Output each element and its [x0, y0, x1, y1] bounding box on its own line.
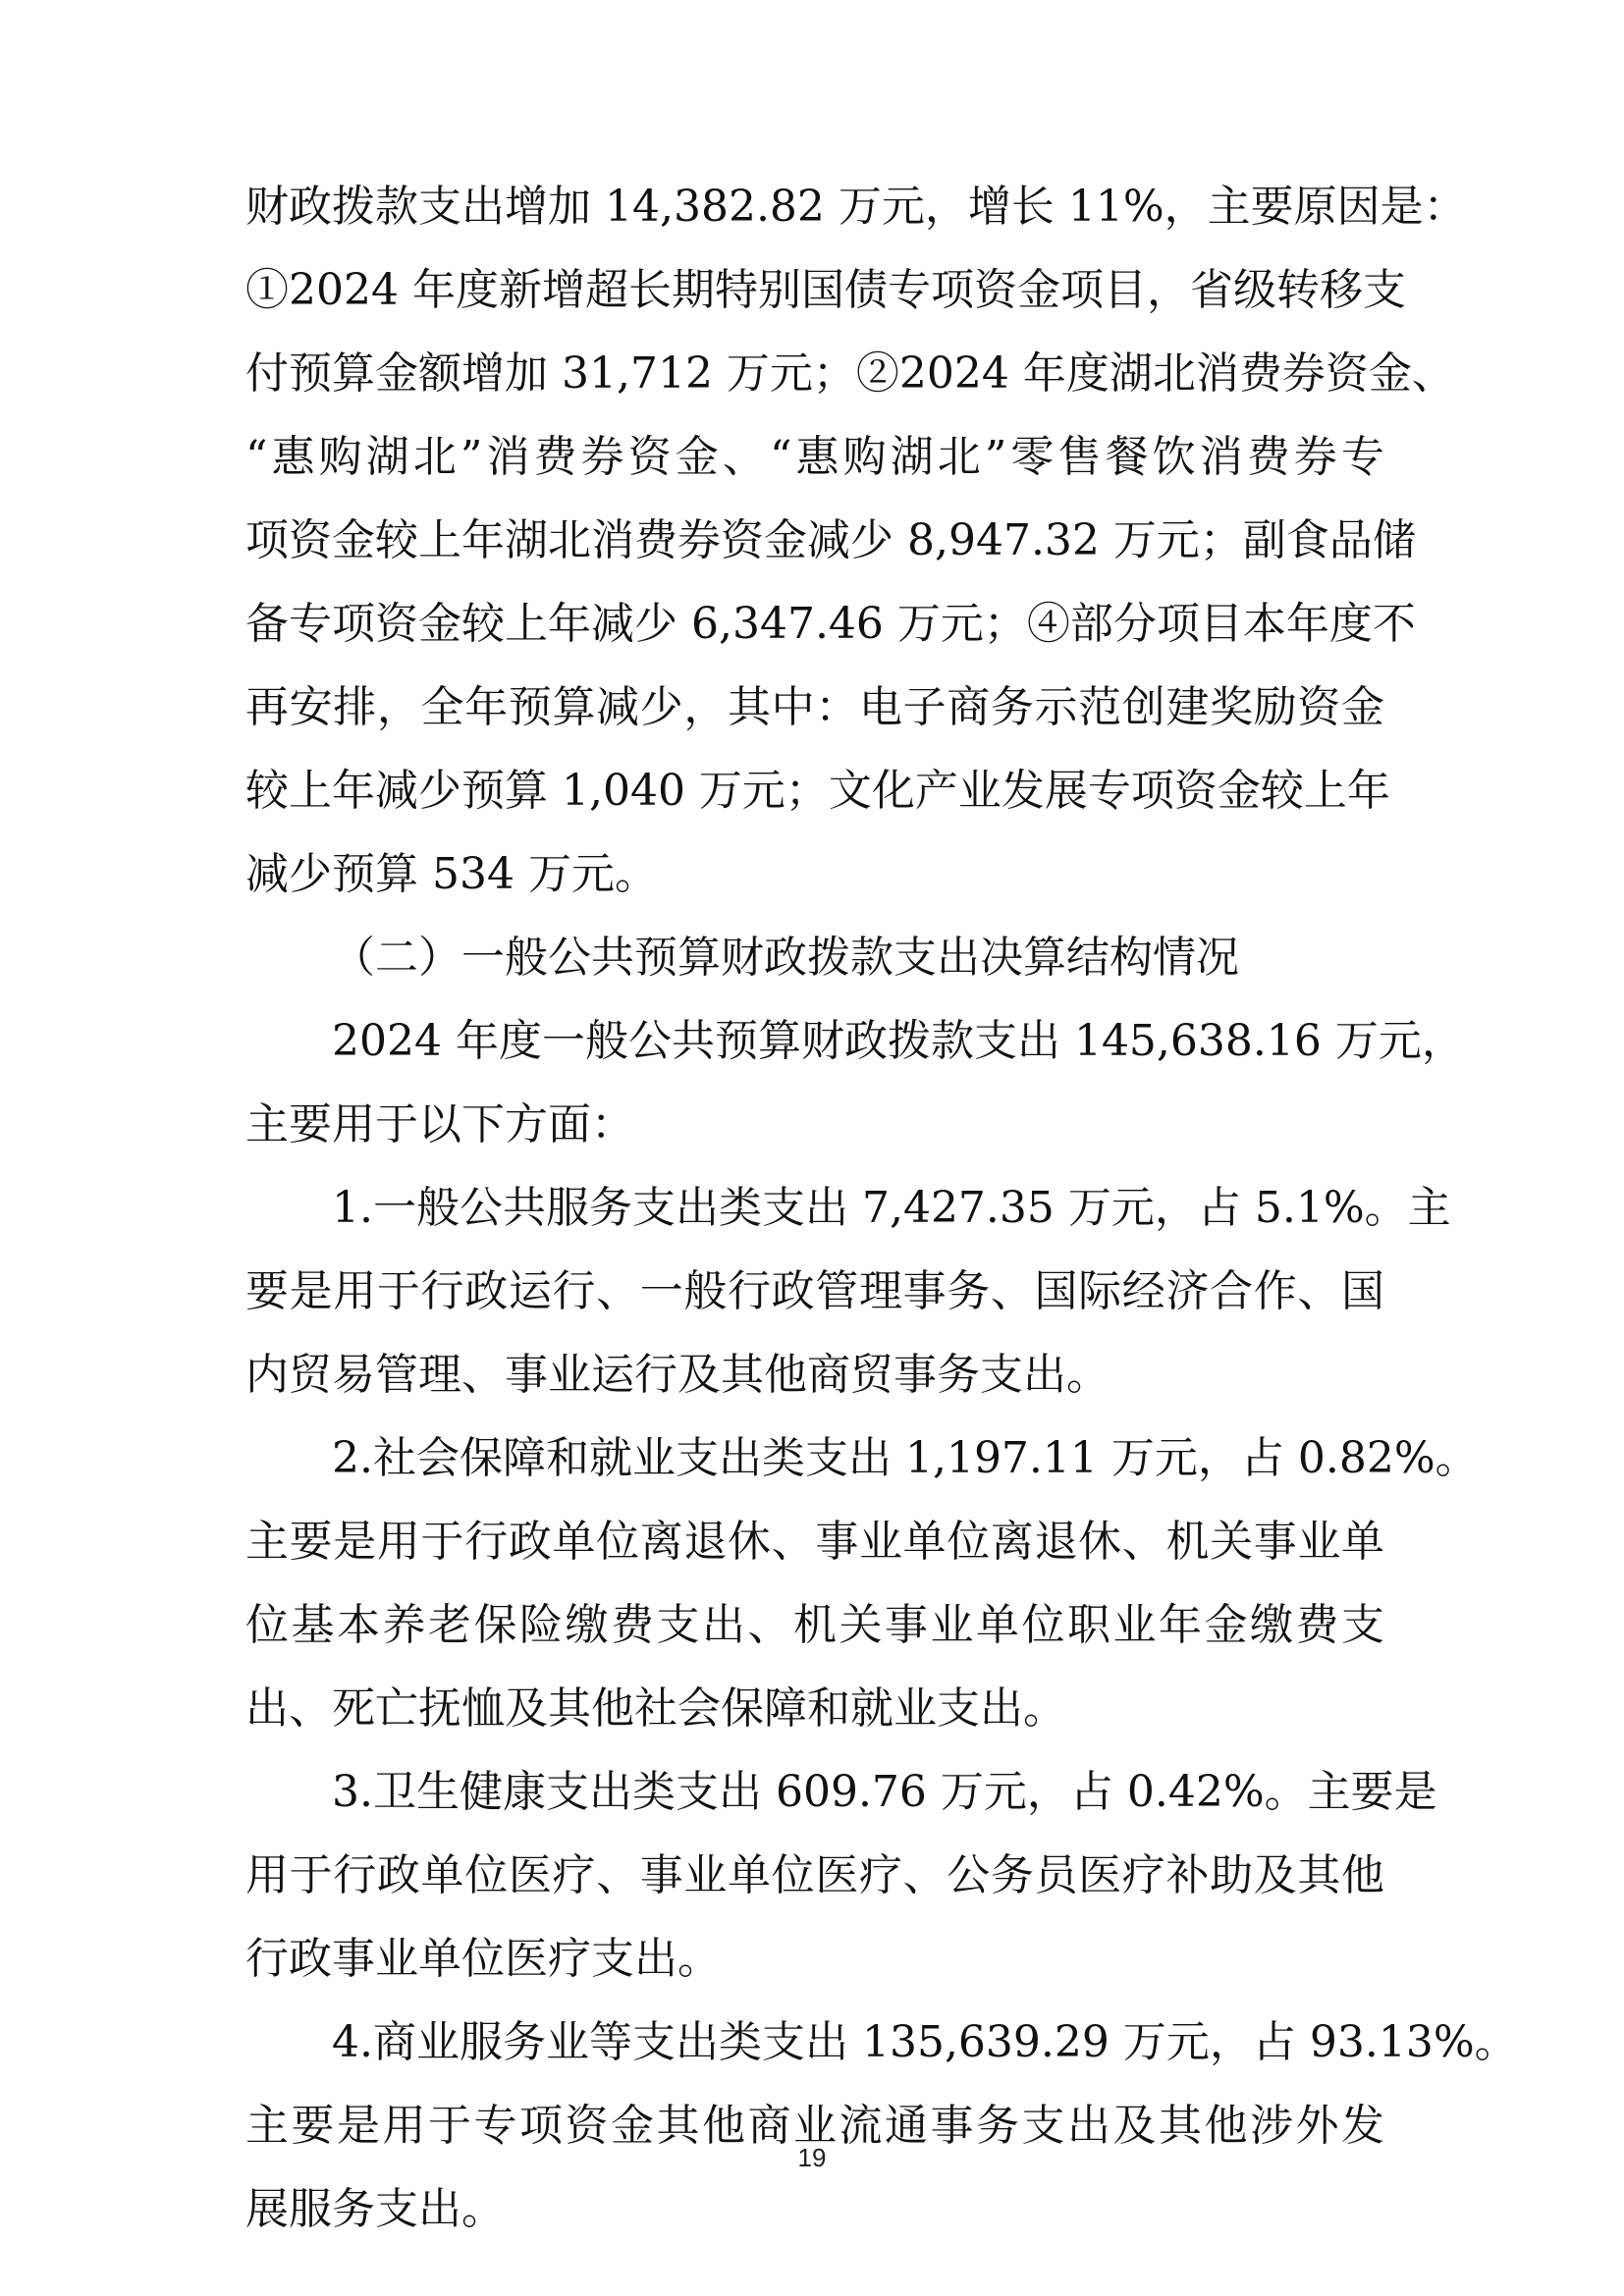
item-4-line-3: 展服务支出。	[245, 2184, 505, 2234]
text-line-11: 2024 年度一般公共预算财政拨款支出 145,638.16 万元，	[332, 1016, 1465, 1066]
item-1-line-1: 1.一般公共服务支出类支出 7,427.35 万元，占 5.1%。主	[332, 1183, 1451, 1233]
text-line-3: 付预算金额增加 31,712 万元；②2024 年度湖北消费券资金、	[245, 348, 1455, 399]
item-2-line-1: 2.社会保障和就业支出类支出 1,197.11 万元，占 0.82%。	[332, 1433, 1479, 1483]
page-number: 19	[797, 2143, 827, 2172]
document-page	[245, 165, 1518, 2251]
item-2-line-4: 出、死亡抚恤及其他社会保障和就业支出。	[245, 1683, 1066, 1734]
item-3-line-3: 行政事业单位医疗支出。	[245, 1934, 721, 1984]
text-line-5: 项资金较上年湖北消费券资金减少 8,947.32 万元；副食品储	[245, 515, 1416, 565]
text-line-2: ①2024 年度新增超长期特别国债专项资金项目，省级转移支	[245, 265, 1406, 315]
text-line-7: 再安排，全年预算减少，其中：电子商务示范创建奖励资金	[245, 682, 1384, 732]
text-line-6: 备专项资金较上年减少 6,347.46 万元；④部分项目本年度不	[245, 599, 1416, 649]
text-line-12: 主要用于以下方面：	[245, 1099, 634, 1149]
item-4-line-2: 主要是用于专项资金其他商业流通事务支出及其他涉外发	[245, 2101, 1384, 2151]
item-4-line-1: 4.商业服务业等支出类支出 135,639.29 万元，占 93.13%。	[332, 2017, 1518, 2067]
item-2-line-3: 位基本养老保险缴费支出、机关事业单位职业年金缴费支	[245, 1600, 1384, 1650]
text-line-8: 较上年减少预算 1,040 万元；文化产业发展专项资金较上年	[245, 766, 1390, 816]
text-line-1: 财政拨款支出增加 14,382.82 万元，增长 11%，主要原因是：	[245, 182, 1467, 232]
item-1-line-2: 要是用于行政运行、一般行政管理事务、国际经济合作、国	[245, 1266, 1384, 1316]
item-3-line-1: 3.卫生健康支出类支出 609.76 万元，占 0.42%。主要是	[332, 1767, 1437, 1817]
section-heading: （二）一般公共预算财政拨款支出决算结构情况	[332, 933, 1239, 983]
item-1-line-3: 内贸易管理、事业运行及其他商贸事务支出。	[245, 1350, 1110, 1400]
text-line-4: “惠购湖北”消费券资金、“惠购湖北”零售餐饮消费券专	[245, 432, 1384, 482]
item-2-line-2: 主要是用于行政单位离退休、事业单位离退休、机关事业单	[245, 1517, 1384, 1567]
text-line-9: 减少预算 534 万元。	[245, 849, 658, 899]
item-3-line-2: 用于行政单位医疗、事业单位医疗、公务员医疗补助及其他	[245, 1850, 1384, 1900]
